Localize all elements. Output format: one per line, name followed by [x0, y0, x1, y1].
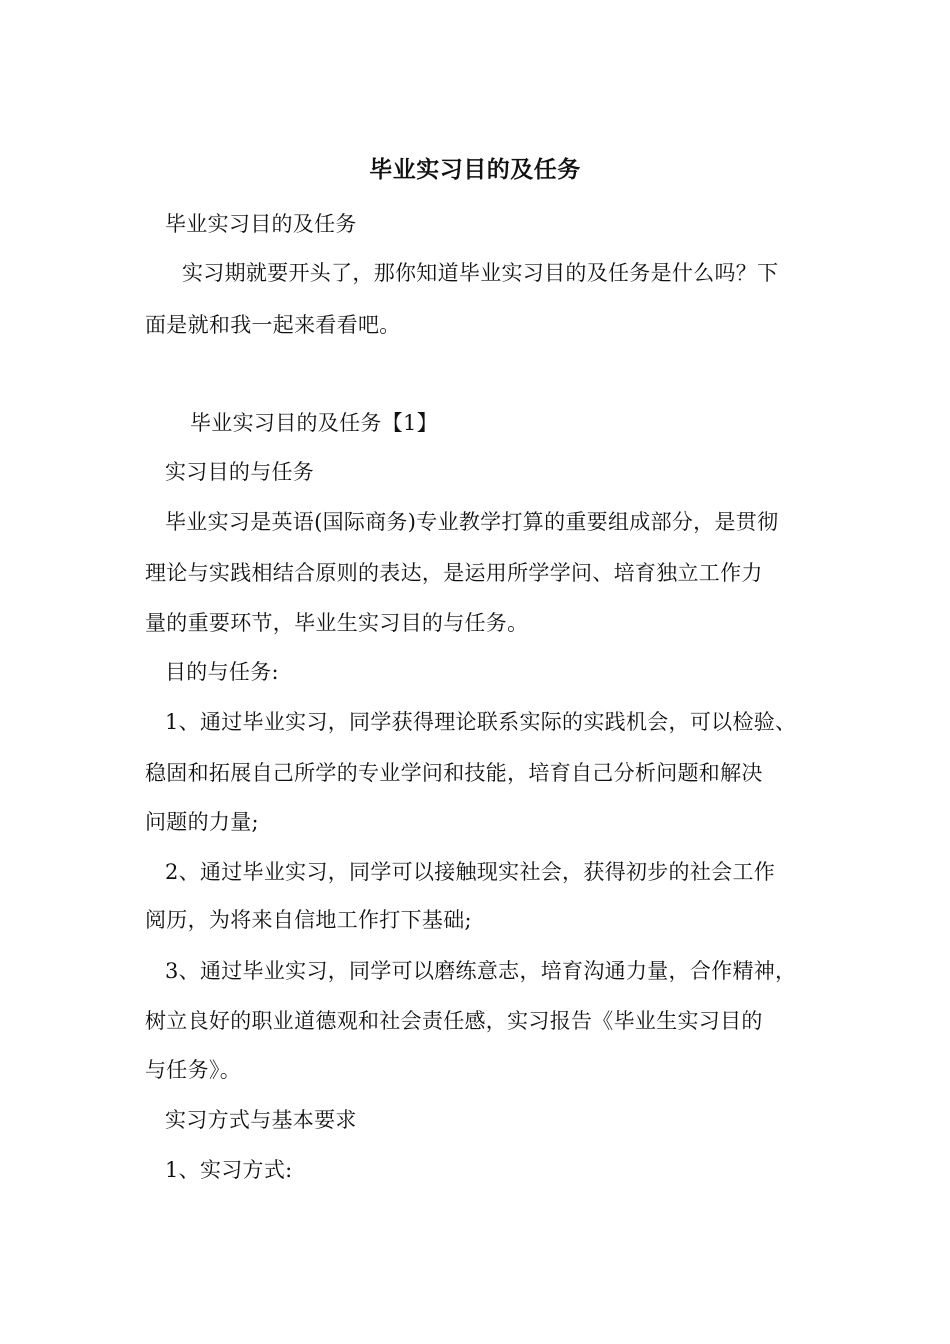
subsection-heading: 实习目的与任务	[165, 460, 315, 484]
list-item-line: 2、通过毕业实习，同学可以接触现实社会，获得初步的社会工作	[165, 860, 776, 884]
subsection-heading: 目的与任务:	[165, 660, 279, 684]
paragraph-line: 量的重要环节，毕业生实习目的与任务。	[145, 611, 529, 635]
list-item-line: 稳固和拓展自己所学的专业学问和技能，培育自己分析问题和解决	[145, 761, 763, 785]
list-item-line: 问题的力量;	[145, 810, 259, 834]
list-item-line: 1、实习方式:	[165, 1158, 293, 1182]
list-item-line: 3、通过毕业实习，同学可以磨练意志，培育沟通力量，合作精神，	[165, 959, 797, 983]
list-item-line: 树立良好的职业道德观和社会责任感，实习报告《毕业生实习目的	[145, 1009, 763, 1033]
paragraph-line: 实习期就要开头了，那你知道毕业实习目的及任务是什么吗？下	[182, 261, 779, 285]
paragraph-line: 理论与实践相结合原则的表达，是运用所学学问、培育独立工作力	[145, 561, 763, 585]
section-heading: 毕业实习目的及任务【1】	[190, 411, 438, 435]
list-item-line: 与任务》。	[145, 1058, 241, 1082]
list-item-line: 阅历，为将来自信地工作打下基础;	[145, 908, 472, 932]
section-heading: 毕业实习目的及任务	[165, 212, 357, 236]
list-item-line: 1、通过毕业实习，同学获得理论联系实际的实践机会，可以检验、	[165, 710, 797, 734]
subsection-heading: 实习方式与基本要求	[165, 1108, 357, 1132]
paragraph-line: 面是就和我一起来看看吧。	[145, 313, 401, 337]
document-title: 毕业实习目的及任务	[369, 156, 581, 183]
paragraph-line: 毕业实习是英语(国际商务)专业教学打算的重要组成部分，是贯彻	[165, 510, 779, 534]
